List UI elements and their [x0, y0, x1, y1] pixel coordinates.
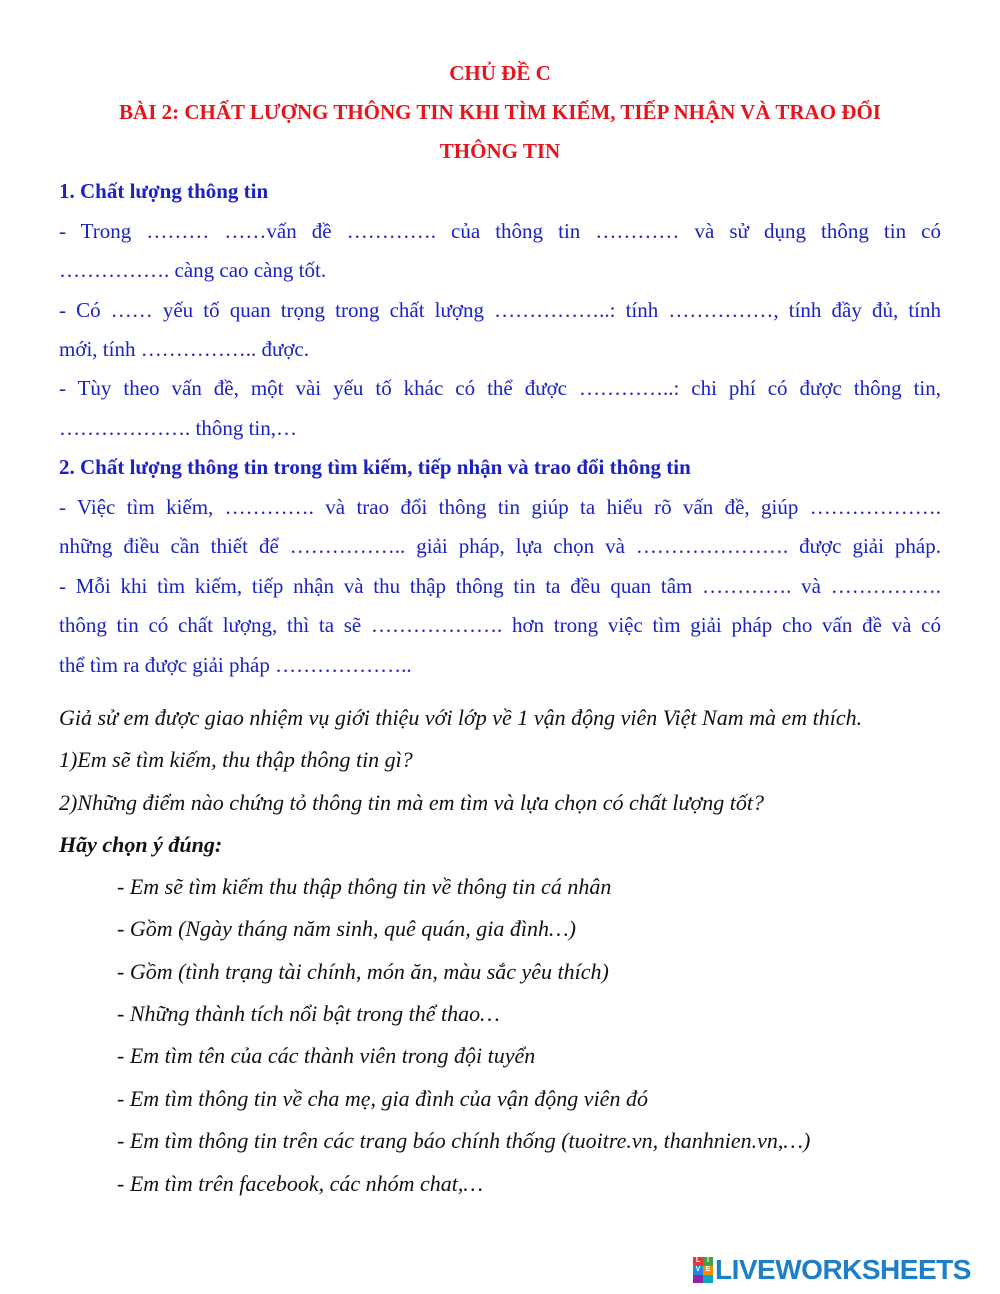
section-2-line: những điều cần thiết để …………….. giải pháp, lựa chọn và …………………. được giải pháp.: [59, 534, 941, 558]
answer-option[interactable]: - Những thành tích nổi bật trong thể thao…: [117, 1001, 500, 1026]
logo-tile: E: [703, 1266, 713, 1275]
answer-option[interactable]: - Em tìm trên facebook, các nhóm chat,…: [117, 1171, 483, 1196]
logo-tile: I: [703, 1257, 713, 1266]
section-1-line: ………………. thông tin,…: [59, 416, 298, 440]
liveworksheets-logo-icon: [693, 1257, 713, 1283]
logo-tile: L: [693, 1257, 703, 1266]
section-1-line: - Trong ……… ……vấn đề …………. của thông tin ………… và sử dụng thông tin có: [59, 219, 941, 243]
section-1-heading: 1. Chất lượng thông tin: [59, 179, 269, 203]
instruction: Hãy chọn ý đúng:: [59, 832, 223, 857]
question-1: 1)Em sẽ tìm kiếm, thu thập thông tin gì?: [59, 747, 413, 772]
answer-option[interactable]: - Gồm (Ngày tháng năm sinh, quê quán, gia đình…): [117, 916, 576, 941]
section-1-line: - Có …… yếu tố quan trọng trong chất lượng ……………..: tính ……………, tính đầy đủ, tính: [59, 298, 941, 322]
question-2: 2)Những điểm nào chứng tỏ thông tin mà em tìm và lựa chọn có chất lượng tốt?: [59, 790, 764, 815]
logo-tile: V: [693, 1266, 703, 1275]
section-2-line: thông tin có chất lượng, thì ta sẽ ………………. hơn trong việc tìm giải pháp cho vấn đề và có: [59, 613, 941, 637]
section-1-line: - Tùy theo vấn đề, một vài yếu tố khác có thể được …………..: chi phí có được thông tin,: [59, 376, 941, 400]
logo-tile: [703, 1275, 713, 1283]
answer-option[interactable]: - Em tìm thông tin về cha mẹ, gia đình của vận động viên đó: [117, 1086, 648, 1111]
section-2-line: - Mỗi khi tìm kiếm, tiếp nhận và thu thập thông tin ta đều quan tâm …………. và …………….: [59, 574, 941, 598]
logo-text: LIVEWORKSHEETS: [715, 1254, 971, 1285]
section-2-line: - Việc tìm kiếm, …………. và trao đổi thông tin giúp ta hiểu rõ vấn đề, giúp ……………….: [59, 495, 941, 519]
section-1-line: ……………. càng cao càng tốt.: [59, 258, 327, 282]
lesson-title-line-2: THÔNG TIN: [439, 139, 561, 163]
section-1-line: mới, tính …………….. được.: [59, 337, 310, 361]
section-2-heading: 2. Chất lượng thông tin trong tìm kiếm, tiếp nhận và trao đổi thông tin: [59, 455, 691, 479]
exercise-prompt: Giả sử em được giao nhiệm vụ giới thiệu với lớp về 1 vận động viên Việt Nam mà em thích.: [59, 705, 863, 730]
section-2-line: thể tìm ra được giải pháp ………………..: [59, 653, 412, 677]
answer-option[interactable]: - Em sẽ tìm kiếm thu thập thông tin về thông tin cá nhân: [117, 874, 612, 899]
logo-tile: [693, 1275, 703, 1283]
topic-title: CHỦ ĐỀ C: [449, 61, 551, 85]
answer-option[interactable]: - Em tìm thông tin trên các trang báo chính thống (tuoitre.vn, thanhnien.vn,…): [117, 1128, 811, 1153]
lesson-title-line-1: BÀI 2: CHẤT LƯỢNG THÔNG TIN KHI TÌM KIẾM, TIẾP NHẬN VÀ TRAO ĐỔI: [119, 100, 881, 124]
answer-option[interactable]: - Gồm (tình trạng tài chính, món ăn, màu sắc yêu thích): [117, 959, 609, 984]
liveworksheets-logo: [693, 1254, 971, 1286]
answer-option[interactable]: - Em tìm tên của các thành viên trong đội tuyển: [117, 1043, 536, 1068]
